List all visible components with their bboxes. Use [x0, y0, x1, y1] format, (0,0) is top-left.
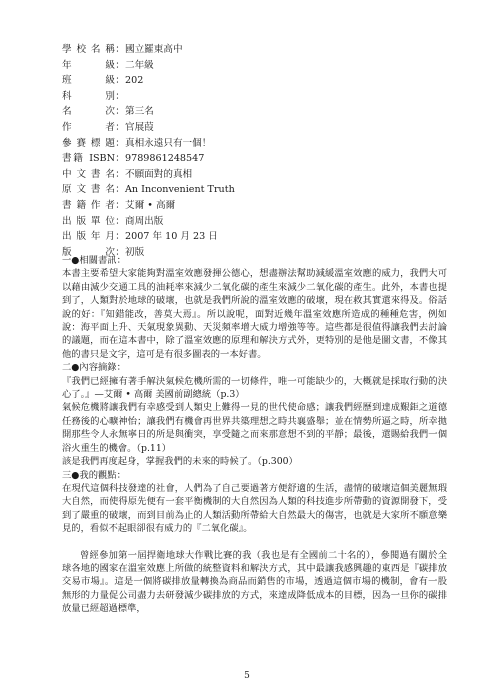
meta-label: 出版單位: [62, 215, 115, 227]
meta-value: 初版: [125, 246, 145, 258]
meta-label: 學校名稱: [62, 44, 115, 55]
meta-label: 版次: [62, 246, 115, 258]
meta-row: 名次 ： 第三名: [62, 104, 442, 120]
meta-row: 原文書名 ： An Inconvenient Truth: [62, 182, 442, 198]
section-heading-book-info: 一●相關書訊：: [62, 255, 126, 266]
meta-label: 中文書名: [62, 168, 115, 180]
meta-row: 年級 ： 二年級: [62, 58, 442, 74]
meta-value: An Inconvenient Truth: [125, 184, 235, 196]
meta-value: 第三名: [125, 106, 154, 118]
section-text-opinion-cont: 曾經參加第一屆捍衛地球大作戰比賽的我（我也是有全國前二十名的），參閱過有關於全球各地的國家在溫室效應上所做的統整資料和解決方式，其中最讓我感興趣的東西是『碳排放交易市場』。這是一個將碳排放量轉換為商品而銷售的市場，透過這個市場的機制，會有一股無形的力量促公司盡力去研發減少碳排放的方式，來達成降低成本的目標，因為一旦你的碳排放量已經超過標準，: [62, 549, 447, 615]
section-text-opinion: 在現代這個科技發達的社會，人們為了自己要過著方便舒適的生活，盡情的破壞這個美麗無瑕大自然，而使得原先便有一套平衡機制的大自然因為人類的科技進步所帶動的資源開發下，受到了嚴重的破壞，而到目前為止的人類活動所帶給大自然最大的傷害，也就是大家所不願意樂見的，看似不起眼卻很有威力的『二氧化碳』。: [62, 482, 447, 535]
meta-label: 科別: [62, 90, 115, 102]
meta-row: 書籍作者 ： 艾爾 • 高爾: [62, 198, 442, 214]
meta-row: 版次 ： 初版: [62, 245, 442, 261]
meta-value: 9789861248547: [125, 153, 205, 165]
section-heading-opinion: 三●我的觀點：: [62, 469, 126, 481]
section-text-excerpts: 『我們已經擁有著手解決氣候危機所需的一切條件，唯一可能缺少的，大概就是採取行動的決心了。』—艾爾 • 高爾 美國前副總統（p.3） 氣候危機將讓我們有幸感受到人類史上難得一見的世代使命感；讓我們經歷到達成艱鉅之道德任務後的心曠神怡；讓我們有機會再世界共築理想之時共襄盛舉；並在情勢所逼之時，所幸拋開那些令人永無寧日的所是與衝突，享受隨之而來那意想不到的平靜；最後，還賜給我們一個浴火重生的機會。（p.11） 該是我們再度起身，掌握我們的未來的時候了。（p.300）: [62, 375, 447, 468]
meta-value: 艾爾 • 高爾: [125, 199, 176, 211]
meta-row: 班級 ： 202: [62, 73, 442, 89]
meta-value: 二年級: [125, 59, 154, 71]
meta-value: 不願面對的真相: [125, 168, 193, 180]
meta-label: 書籍 ISBN: [62, 153, 115, 165]
meta-label: 參賽標題: [62, 137, 115, 149]
meta-value: 2007 年 10 月 23 日: [125, 231, 218, 243]
meta-label: 作者: [62, 121, 115, 133]
meta-label: 出版年月: [62, 231, 115, 243]
meta-label: 名次: [62, 106, 115, 118]
meta-value: 官展葭: [125, 121, 154, 133]
meta-label: 年級: [62, 59, 115, 71]
meta-row: 學校名稱 ： 國立羅東高中: [62, 42, 442, 58]
section-text-book-info: 本書主要希望大家能夠對溫室效應發揮公德心，想盡辦法幫助減緩溫室效應的威力，我們大可以藉由減少交通工具的油耗率來減少二氧化碳的產生來減少二氧化碳的產生。此外，本書也提到了，人類對於地球的破壞，也就是我們所說的溫室效應的破壞，現在救其實還來得及。俗話說的好：『知錯能改，善莫大焉』。所以說呢，面對近幾年溫室效應所造成的種種危害，例如說：海平面上升、天氣現象異動、天災頻率增大威力增強等等。這些都是很值得讓我們去討論的議題，而在這本書中，除了溫室效應的原理和解決方式外，更特別的是他是圖文書，不像其他的書只是文字，這可是有很多圖表的一本好書。: [62, 268, 447, 360]
meta-row: 中文書名 ： 不願面對的真相: [62, 167, 442, 183]
meta-label: 班級: [62, 75, 115, 87]
meta-label: 原文書名: [62, 184, 115, 196]
meta-row: 科別 ：: [62, 89, 442, 105]
meta-value: 真相永遠只有一個！: [125, 137, 212, 149]
essay-body: [62, 254, 447, 616]
meta-row: 書籍 ISBN ： 9789861248547: [62, 151, 442, 167]
meta-row: 作者 ： 官展葭: [62, 120, 442, 136]
entry-metadata: [62, 42, 442, 260]
meta-row: 出版單位 ： 商周出版: [62, 214, 442, 230]
meta-value: 國立羅東高中: [125, 44, 183, 55]
meta-row: 參賽標題 ： 真相永遠只有一個！: [62, 136, 442, 152]
meta-row: 出版年月 ： 2007 年 10 月 23 日: [62, 229, 442, 245]
meta-value: 202: [125, 75, 144, 87]
meta-value: 商周出版: [125, 215, 164, 227]
page-number: 5: [244, 671, 250, 681]
meta-label: 書籍作者: [62, 199, 115, 211]
section-heading-excerpts: 二●內容摘錄：: [62, 362, 126, 374]
